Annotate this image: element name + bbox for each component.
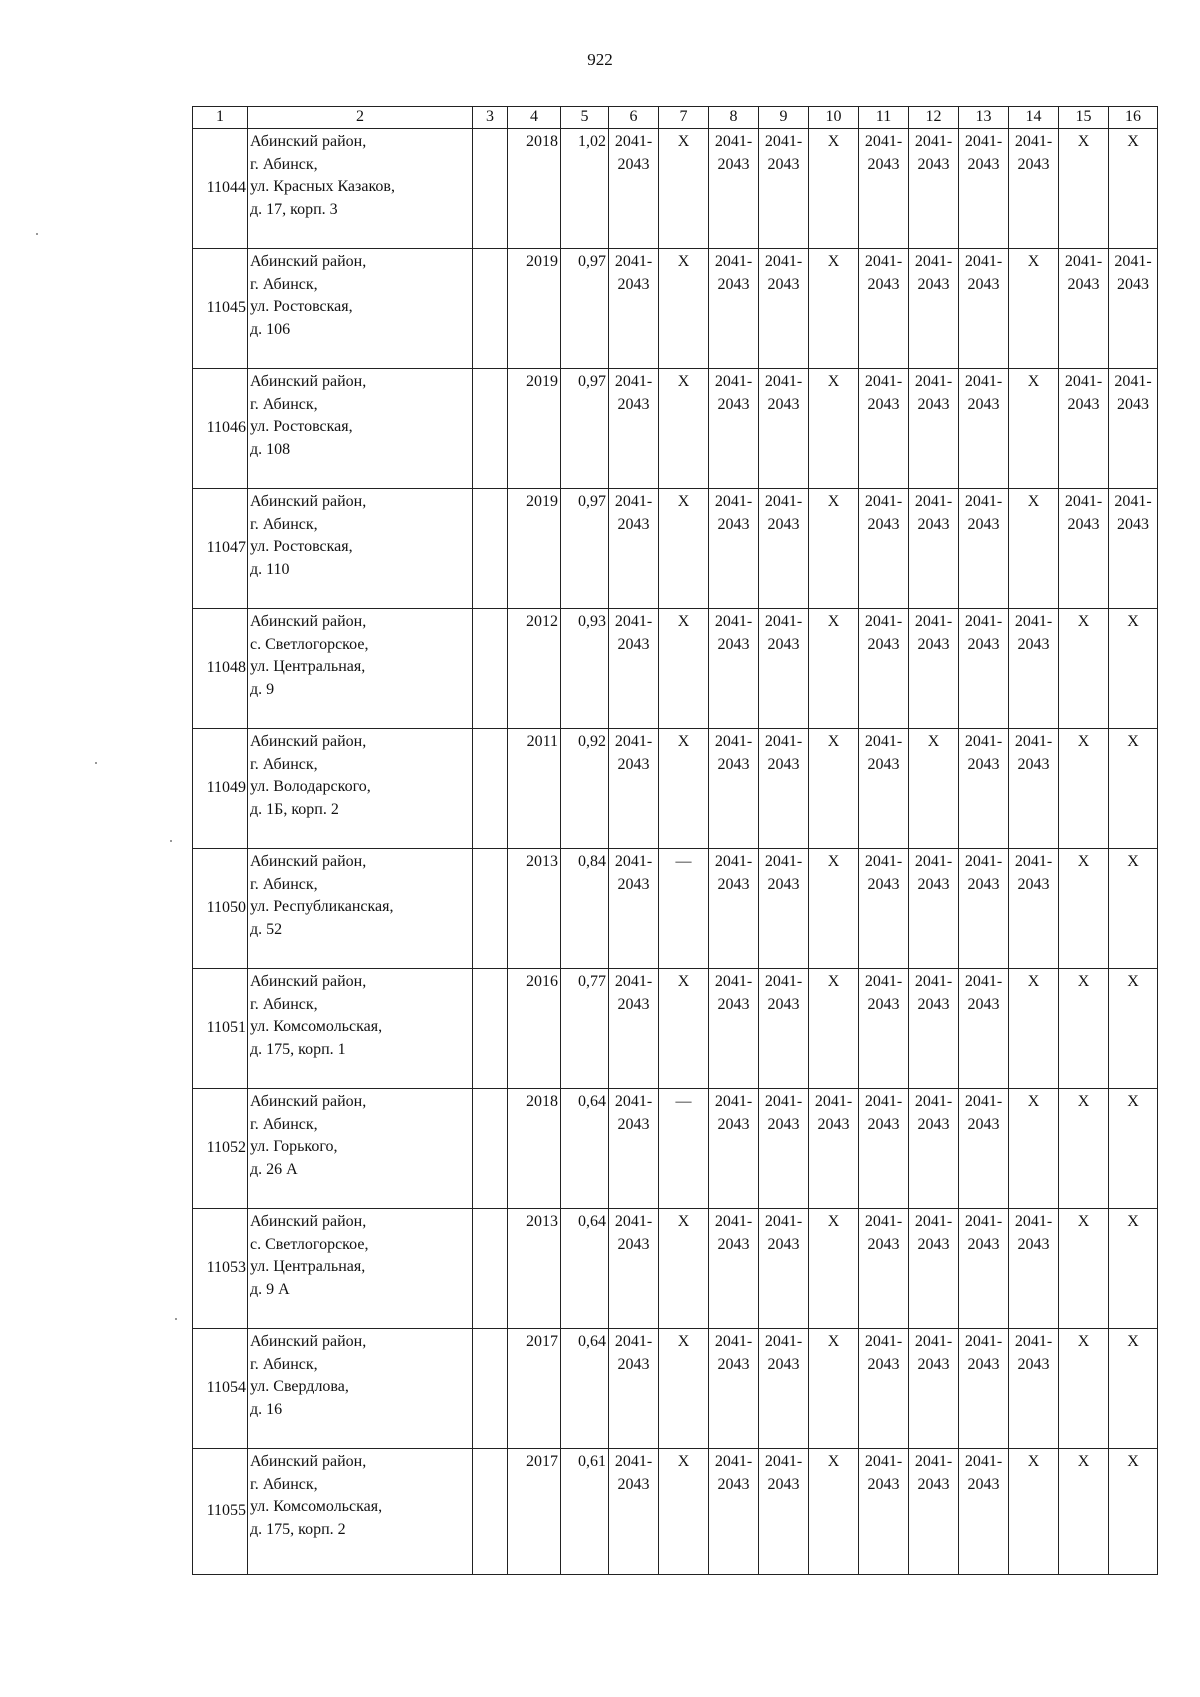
column-header: 7 [659,107,709,129]
col7-cell: X [659,129,709,249]
col10-cell: X [809,1449,859,1575]
year-cell: 2012 [508,609,561,729]
col8-cell: 2041- 2043 [709,1329,759,1449]
column-header: 15 [1059,107,1109,129]
col12-cell: 2041- 2043 [909,129,959,249]
table-body [193,129,1158,1575]
year-cell: 2016 [508,969,561,1089]
address-cell: Абинский район, г. Абинск, ул. Ростовская, д. 108 [248,369,473,489]
value-cell: 0,77 [561,969,609,1089]
col11-cell: 2041- 2043 [859,609,909,729]
registry-table [192,106,1158,1575]
col15-cell: X [1059,609,1109,729]
col15-cell: X [1059,729,1109,849]
address-cell: Абинский район, г. Абинск, ул. Ростовская, д. 106 [248,249,473,369]
col9-cell: 2041- 2043 [759,729,809,849]
col15-cell: X [1059,849,1109,969]
year-cell: 2013 [508,849,561,969]
col9-cell: 2041- 2043 [759,249,809,369]
col6-cell: 2041- 2043 [609,969,659,1089]
col11-cell: 2041- 2043 [859,969,909,1089]
col3-cell [473,369,508,489]
col10-cell: X [809,609,859,729]
address-cell: Абинский район, с. Светлогорское, ул. Центральная, д. 9 А [248,1209,473,1329]
col15-cell: 2041- 2043 [1059,249,1109,369]
value-cell: 0,97 [561,489,609,609]
col13-cell: 2041- 2043 [959,129,1009,249]
col8-cell: 2041- 2043 [709,1209,759,1329]
col12-cell: 2041- 2043 [909,369,959,489]
address-cell: Абинский район, г. Абинск, ул. Горького, д. 26 А [248,1089,473,1209]
col16-cell: X [1109,969,1158,1089]
col14-cell: X [1009,969,1059,1089]
col9-cell: 2041- 2043 [759,609,809,729]
col9-cell: 2041- 2043 [759,1449,809,1575]
col8-cell: 2041- 2043 [709,129,759,249]
col7-cell: X [659,1209,709,1329]
col16-cell: X [1109,1449,1158,1575]
col6-cell: 2041- 2043 [609,489,659,609]
column-header: 1 [193,107,248,129]
col12-cell: 2041- 2043 [909,249,959,369]
address-cell: Абинский район, г. Абинск, ул. Республиканская, д. 52 [248,849,473,969]
col6-cell: 2041- 2043 [609,1329,659,1449]
col3-cell [473,849,508,969]
col16-cell: 2041- 2043 [1109,369,1158,489]
address-cell: Абинский район, г. Абинск, ул. Комсомольская, д. 175, корп. 1 [248,969,473,1089]
col3-cell [473,969,508,1089]
col8-cell: 2041- 2043 [709,849,759,969]
value-cell: 0,64 [561,1089,609,1209]
row-number-cell: 11046 [193,369,248,489]
col12-cell: 2041- 2043 [909,609,959,729]
col8-cell: 2041- 2043 [709,969,759,1089]
year-cell: 2018 [508,1089,561,1209]
table-row [193,1209,1158,1329]
column-header: 6 [609,107,659,129]
row-number-cell: 11051 [193,969,248,1089]
col13-cell: 2041- 2043 [959,1209,1009,1329]
col11-cell: 2041- 2043 [859,489,909,609]
col13-cell: 2041- 2043 [959,1449,1009,1575]
col15-cell: X [1059,1449,1109,1575]
col16-cell: X [1109,1089,1158,1209]
table-row [193,249,1158,369]
table-row [193,849,1158,969]
col3-cell [473,609,508,729]
col9-cell: 2041- 2043 [759,849,809,969]
col10-cell: X [809,1329,859,1449]
column-header: 3 [473,107,508,129]
scan-speck [175,1318,177,1320]
col6-cell: 2041- 2043 [609,1209,659,1329]
col13-cell: 2041- 2043 [959,249,1009,369]
col7-cell: X [659,1329,709,1449]
page-number: 922 [587,50,613,69]
col10-cell: X [809,849,859,969]
value-cell: 0,93 [561,609,609,729]
year-cell: 2017 [508,1449,561,1575]
col6-cell: 2041- 2043 [609,1449,659,1575]
col16-cell: X [1109,129,1158,249]
col6-cell: 2041- 2043 [609,849,659,969]
col12-cell: X [909,729,959,849]
column-header: 14 [1009,107,1059,129]
col12-cell: 2041- 2043 [909,1209,959,1329]
col3-cell [473,489,508,609]
address-cell: Абинский район, г. Абинск, ул. Свердлова, д. 16 [248,1329,473,1449]
value-cell: 0,64 [561,1329,609,1449]
col7-cell: X [659,489,709,609]
value-cell: 0,97 [561,369,609,489]
col10-cell: X [809,489,859,609]
col14-cell: 2041- 2043 [1009,609,1059,729]
col10-cell: X [809,1209,859,1329]
row-number-cell: 11045 [193,249,248,369]
col8-cell: 2041- 2043 [709,369,759,489]
col7-cell: X [659,609,709,729]
col8-cell: 2041- 2043 [709,729,759,849]
col14-cell: X [1009,369,1059,489]
year-cell: 2018 [508,129,561,249]
col15-cell: X [1059,969,1109,1089]
col3-cell [473,729,508,849]
col6-cell: 2041- 2043 [609,249,659,369]
table-row [193,489,1158,609]
col8-cell: 2041- 2043 [709,249,759,369]
col9-cell: 2041- 2043 [759,969,809,1089]
col14-cell: 2041- 2043 [1009,1329,1059,1449]
col12-cell: 2041- 2043 [909,1449,959,1575]
col3-cell [473,1329,508,1449]
value-cell: 0,92 [561,729,609,849]
year-cell: 2019 [508,489,561,609]
col14-cell: 2041- 2043 [1009,729,1059,849]
address-cell: Абинский район, с. Светлогорское, ул. Центральная, д. 9 [248,609,473,729]
row-number-cell: 11055 [193,1449,248,1575]
col3-cell [473,129,508,249]
col9-cell: 2041- 2043 [759,129,809,249]
col11-cell: 2041- 2043 [859,249,909,369]
col16-cell: X [1109,1209,1158,1329]
col3-cell [473,1209,508,1329]
col14-cell: X [1009,1089,1059,1209]
row-number-cell: 11050 [193,849,248,969]
col14-cell: X [1009,249,1059,369]
col13-cell: 2041- 2043 [959,969,1009,1089]
row-number-cell: 11049 [193,729,248,849]
col3-cell [473,1089,508,1209]
col3-cell [473,1449,508,1575]
col13-cell: 2041- 2043 [959,849,1009,969]
col12-cell: 2041- 2043 [909,489,959,609]
col11-cell: 2041- 2043 [859,849,909,969]
col11-cell: 2041- 2043 [859,729,909,849]
address-cell: Абинский район, г. Абинск, ул. Красных Казаков, д. 17, корп. 3 [248,129,473,249]
col16-cell: X [1109,849,1158,969]
table-row [193,1089,1158,1209]
col10-cell: X [809,129,859,249]
address-cell: Абинский район, г. Абинск, ул. Комсомольская, д. 175, корп. 2 [248,1449,473,1575]
col12-cell: 2041- 2043 [909,849,959,969]
col14-cell: 2041- 2043 [1009,129,1059,249]
header-row [193,107,1158,129]
row-number-cell: 11054 [193,1329,248,1449]
col7-cell: X [659,1449,709,1575]
table-row [193,969,1158,1089]
col16-cell: X [1109,729,1158,849]
address-cell: Абинский район, г. Абинск, ул. Ростовская, д. 110 [248,489,473,609]
value-cell: 0,97 [561,249,609,369]
col10-cell: 2041- 2043 [809,1089,859,1209]
value-cell: 0,61 [561,1449,609,1575]
col12-cell: 2041- 2043 [909,1329,959,1449]
row-number-cell: 11052 [193,1089,248,1209]
col6-cell: 2041- 2043 [609,729,659,849]
column-header: 5 [561,107,609,129]
col15-cell: X [1059,1209,1109,1329]
col13-cell: 2041- 2043 [959,1089,1009,1209]
col11-cell: 2041- 2043 [859,1089,909,1209]
col11-cell: 2041- 2043 [859,369,909,489]
column-header: 12 [909,107,959,129]
col13-cell: 2041- 2043 [959,609,1009,729]
column-header: 4 [508,107,561,129]
col6-cell: 2041- 2043 [609,609,659,729]
value-cell: 1,02 [561,129,609,249]
year-cell: 2013 [508,1209,561,1329]
col16-cell: 2041- 2043 [1109,249,1158,369]
col13-cell: 2041- 2043 [959,489,1009,609]
scan-speck [170,840,172,842]
col16-cell: X [1109,609,1158,729]
col10-cell: X [809,369,859,489]
col10-cell: X [809,729,859,849]
col8-cell: 2041- 2043 [709,1089,759,1209]
col7-cell: — [659,1089,709,1209]
col13-cell: 2041- 2043 [959,369,1009,489]
column-header: 11 [859,107,909,129]
col15-cell: X [1059,1329,1109,1449]
col6-cell: 2041- 2043 [609,129,659,249]
col8-cell: 2041- 2043 [709,609,759,729]
col12-cell: 2041- 2043 [909,1089,959,1209]
col7-cell: X [659,369,709,489]
scan-speck [95,762,97,764]
col6-cell: 2041- 2043 [609,369,659,489]
col15-cell: 2041- 2043 [1059,369,1109,489]
col16-cell: 2041- 2043 [1109,489,1158,609]
scan-speck [36,233,38,235]
value-cell: 0,64 [561,1209,609,1329]
col7-cell: — [659,849,709,969]
col14-cell: 2041- 2043 [1009,1209,1059,1329]
col15-cell: X [1059,129,1109,249]
col11-cell: 2041- 2043 [859,1329,909,1449]
col6-cell: 2041- 2043 [609,1089,659,1209]
col11-cell: 2041- 2043 [859,1449,909,1575]
column-header: 13 [959,107,1009,129]
col11-cell: 2041- 2043 [859,129,909,249]
col13-cell: 2041- 2043 [959,1329,1009,1449]
table-row [193,1329,1158,1449]
col10-cell: X [809,249,859,369]
col14-cell: X [1009,1449,1059,1575]
value-cell: 0,84 [561,849,609,969]
col11-cell: 2041- 2043 [859,1209,909,1329]
row-number-cell: 11048 [193,609,248,729]
column-header: 16 [1109,107,1158,129]
address-cell: Абинский район, г. Абинск, ул. Володарского, д. 1Б, корп. 2 [248,729,473,849]
col10-cell: X [809,969,859,1089]
col9-cell: 2041- 2043 [759,369,809,489]
col14-cell: X [1009,489,1059,609]
col7-cell: X [659,729,709,849]
col13-cell: 2041- 2043 [959,729,1009,849]
col7-cell: X [659,969,709,1089]
col3-cell [473,249,508,369]
col15-cell: X [1059,1089,1109,1209]
col16-cell: X [1109,1329,1158,1449]
table-row [193,729,1158,849]
table-row [193,369,1158,489]
row-number-cell: 11044 [193,129,248,249]
col8-cell: 2041- 2043 [709,1449,759,1575]
table-row [193,1449,1158,1575]
table-row [193,129,1158,249]
col9-cell: 2041- 2043 [759,1329,809,1449]
col9-cell: 2041- 2043 [759,1089,809,1209]
col9-cell: 2041- 2043 [759,489,809,609]
col9-cell: 2041- 2043 [759,1209,809,1329]
col7-cell: X [659,249,709,369]
table-row [193,609,1158,729]
year-cell: 2019 [508,249,561,369]
col8-cell: 2041- 2043 [709,489,759,609]
column-header: 8 [709,107,759,129]
year-cell: 2019 [508,369,561,489]
column-header: 10 [809,107,859,129]
column-header: 9 [759,107,809,129]
col14-cell: 2041- 2043 [1009,849,1059,969]
year-cell: 2011 [508,729,561,849]
year-cell: 2017 [508,1329,561,1449]
row-number-cell: 11047 [193,489,248,609]
col15-cell: 2041- 2043 [1059,489,1109,609]
col12-cell: 2041- 2043 [909,969,959,1089]
column-header: 2 [248,107,473,129]
row-number-cell: 11053 [193,1209,248,1329]
